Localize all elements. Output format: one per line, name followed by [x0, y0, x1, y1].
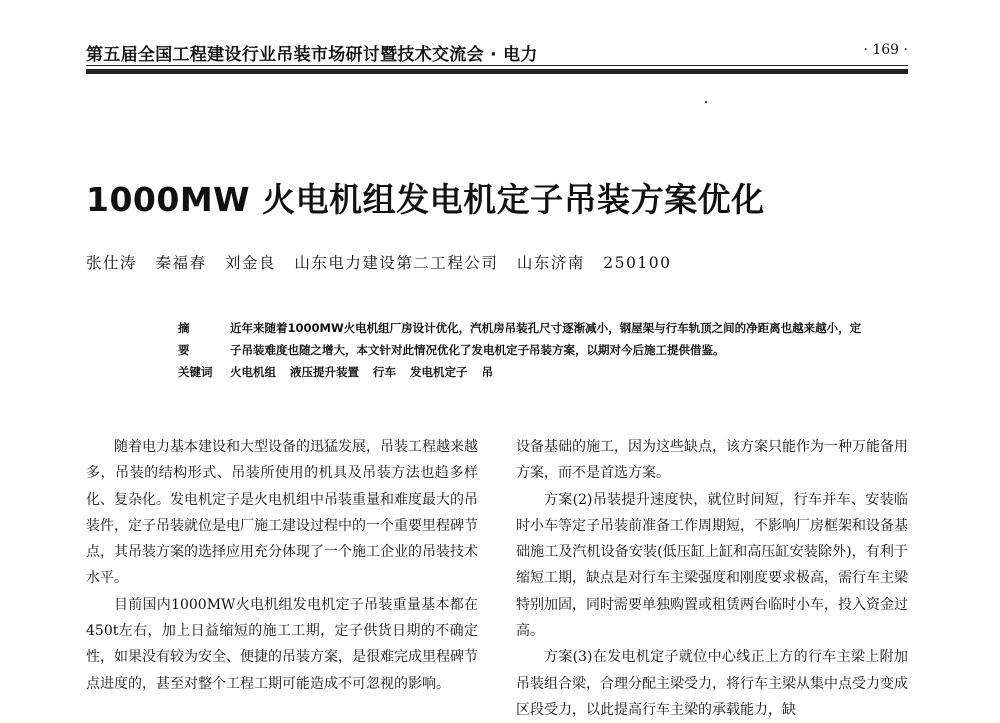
keywords-label: 关键词: [178, 365, 213, 379]
body-column-right: [516, 434, 908, 723]
body-paragraph: 随着电力基本建设和大型设备的迅猛发展，吊装工程越来越多，吊装的结构形式、吊装所使用的机具及吊装方法也趋多样化、复杂化。发电机定子是火电机组中吊装重量和难度最大的吊装件，定子吊装就位是电厂施工建设过程中的一个重要里程碑节点，其吊装方案的选择应用充分体现了一个施工企业的吊装技术水平。: [86, 439, 478, 587]
keyword: 火电机组: [230, 365, 276, 379]
body-paragraph: 方案(2)吊装提升速度快，就位时间短，行车并车、安装临时小车等定子吊装前准备工作周期短，不影响厂房框架和设备基础施工及汽机设备安装(低压缸上缸和高压缸安装除外)，有利于缩短工期，缺点是对行车主梁强度和刚度要求极高，需行车主梁特别加固，同时需要单独购置或租赁两台临时小车，投入资金过高。: [516, 491, 908, 640]
scan-speck: [705, 101, 707, 103]
keywords-list: [230, 361, 870, 383]
body-paragraph: 方案(3)在发电机定子就位中心线正上方的行车主梁上附加吊装组合梁，合理分配主梁受力，将行车主梁从集中点受力变成区段受力，以此提高行车主梁的承载能力，缺: [516, 649, 908, 718]
abstract-text: 近年来随着1000MW火电机组厂房设计优化，汽机房吊装孔尺寸逐渐减小，钢屋架与行车轨顶之间的净距离也越来越小，定子吊装难度也随之增大，本文针对此情况优化了发电机定子吊装方案，以期对今后施工提供借鉴。: [230, 321, 862, 357]
abstract-label: 摘 要: [178, 321, 200, 357]
keyword: 行车: [373, 365, 397, 379]
abstract-row: [178, 317, 878, 361]
keyword: 液压提升装置: [290, 365, 360, 379]
author-postcode: 250100: [603, 254, 672, 272]
header-rule-thick: [86, 69, 908, 74]
running-header-title: 第五届全国工程建设行业吊装市场研讨暨技术交流会 · 电力: [86, 45, 538, 65]
author-location: 山东济南: [516, 254, 585, 272]
header-rule-thin: [86, 65, 908, 66]
page-number: · 169 ·: [863, 42, 908, 58]
body-paragraph: 目前国内1000MW火电机组发电机定子吊装重量基本都在450t左右，加上日益缩短的施工工期，定子供货日期的不确定性，如果没有较为安全、便捷的吊装方案，是很难完成里程碑节点进度的，甚至对整个工程工期可能造成不可忽视的影响。: [86, 596, 478, 692]
author-line: [86, 251, 683, 273]
running-header: [86, 40, 908, 64]
keyword: 吊: [481, 365, 494, 379]
keyword: 发电机定子: [410, 365, 468, 379]
author-name: 秦福春: [155, 254, 207, 272]
body-paragraph: 设备基础的施工，因为这些缺点，该方案只能作为一种万能备用方案，而不是首选方案。: [516, 439, 908, 482]
body-column-left: [86, 434, 478, 697]
paper-title: 1000MW 火电机组发电机定子吊装方案优化: [86, 180, 765, 219]
author-name: 张仕涛: [86, 254, 138, 272]
keywords-row: [178, 361, 878, 383]
author-name: 刘金良: [224, 254, 276, 272]
abstract-block: [178, 317, 878, 383]
author-affiliation: 山东电力建设第二工程公司: [294, 254, 499, 272]
